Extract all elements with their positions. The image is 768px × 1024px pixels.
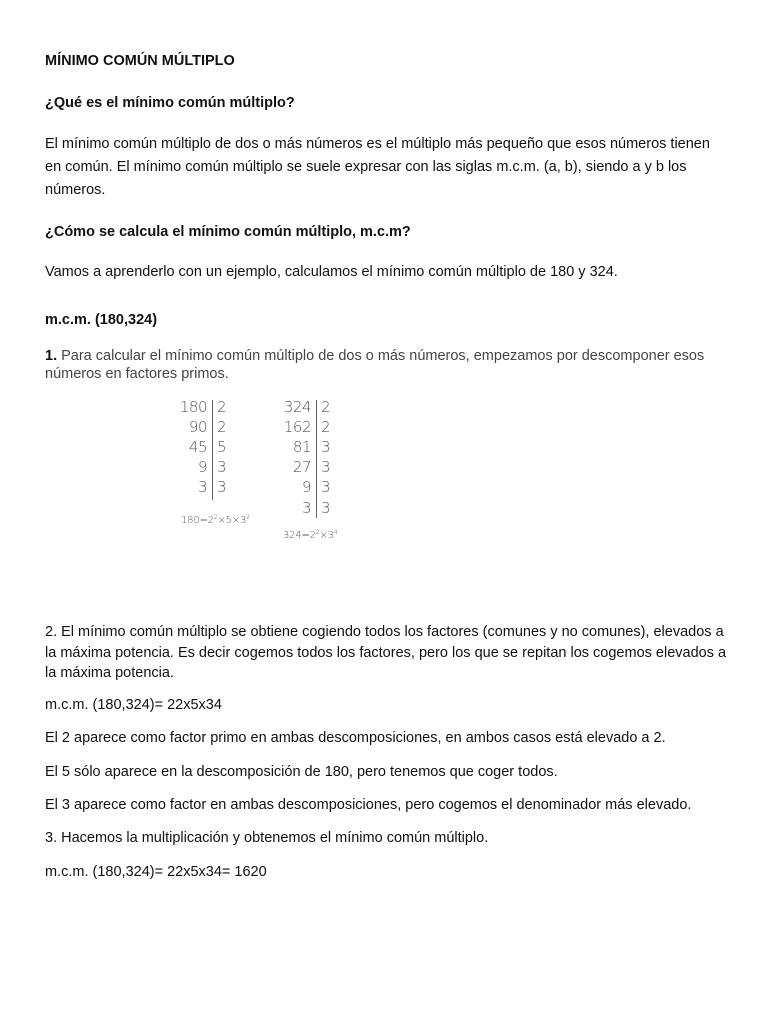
prime-factor: 2 [321,398,331,416]
explanation-factor-5: El 5 sólo aparece en la descomposición de 180, pero tenemos que coger todos. [45,764,558,780]
question-how-to-calculate: ¿Cómo se calcula el mínimo común múltiplo, m.c.m? [45,224,411,240]
step3-paragraph: 3. Hacemos la multiplicación y obtenemos el mínimo común múltiplo. [45,830,489,846]
factorization-324 [281,398,371,548]
prime-factor: 3 [217,478,227,496]
dividend-number: 81 [292,438,311,456]
dividend-number: 27 [292,458,311,476]
prime-factor: 3 [217,458,227,476]
dividend-number: 324 [283,398,311,416]
dividend-number: 90 [188,418,207,436]
dividend-number: 162 [283,418,311,436]
prime-factor: 3 [321,478,331,496]
division-bar [316,400,317,518]
dividend-number: 9 [197,458,207,476]
dividend-number: 3 [301,499,311,517]
step1-number: 1. [45,348,58,364]
factorization-180 [177,398,257,533]
prime-factor: 2 [217,398,227,416]
prime-factor: 3 [321,458,331,476]
formula-mcm-1: m.c.m. (180,324)= 22x5x34 [45,697,222,713]
division-bar [212,400,213,500]
explanation-factor-3: El 3 aparece como factor en ambas descomposiciones, pero cogemos el denominador más elevado. [45,797,692,813]
factorization-result-180: $180=2^2\times 5\times 3^2$ [181,514,250,526]
dividend-number: 3 [197,478,207,496]
intro-paragraph: Vamos a aprenderlo con un ejemplo, calculamos el mínimo común múltiplo de 180 y 324. [45,264,618,280]
prime-factor: 2 [321,418,331,436]
explanation-factor-2: El 2 aparece como factor primo en ambas descomposiciones, en ambos casos está elevado a 2. [45,730,666,746]
step2-paragraph: 2. El mínimo común múltiplo se obtiene cogiendo todos los factores (comunes y no comunes), elevados a la máxima potencia. Es decir cogemos todos los factores, pero los que se repitan los cogemos elevados a la máxima potencia. [45,624,727,681]
prime-factor: 3 [321,499,331,517]
question-what-is: ¿Qué es el mínimo común múltiplo? [45,95,295,111]
step1-text: Para calcular el mínimo común múltiplo de dos o más números, empezamos por descomponer esos números en factores primos. [45,348,705,382]
step1-paragraph [45,347,730,383]
prime-factor: 5 [217,438,227,456]
formula-mcm-final: m.c.m. (180,324)= 22x5x34= 1620 [45,864,267,880]
definition-paragraph: El mínimo común múltiplo de dos o más números es el múltiplo más pequeño que esos números tienen en común. El mínimo común múltiplo se suele expresar con las siglas m.c.m. (a, b), siendo a y b los números. [45,136,710,198]
page-title: MÍNIMO COMÚN MÚLTIPLO [45,53,235,69]
dividend-number: 180 [179,398,207,416]
dividend-number: 9 [301,478,311,496]
prime-factor: 3 [321,438,331,456]
factorization-result-324: $324=2^2\times 3^4$ [283,529,338,541]
mcm-heading: m.c.m. (180,324) [45,312,158,328]
dividend-number: 45 [188,438,207,456]
prime-factor: 2 [217,418,227,436]
